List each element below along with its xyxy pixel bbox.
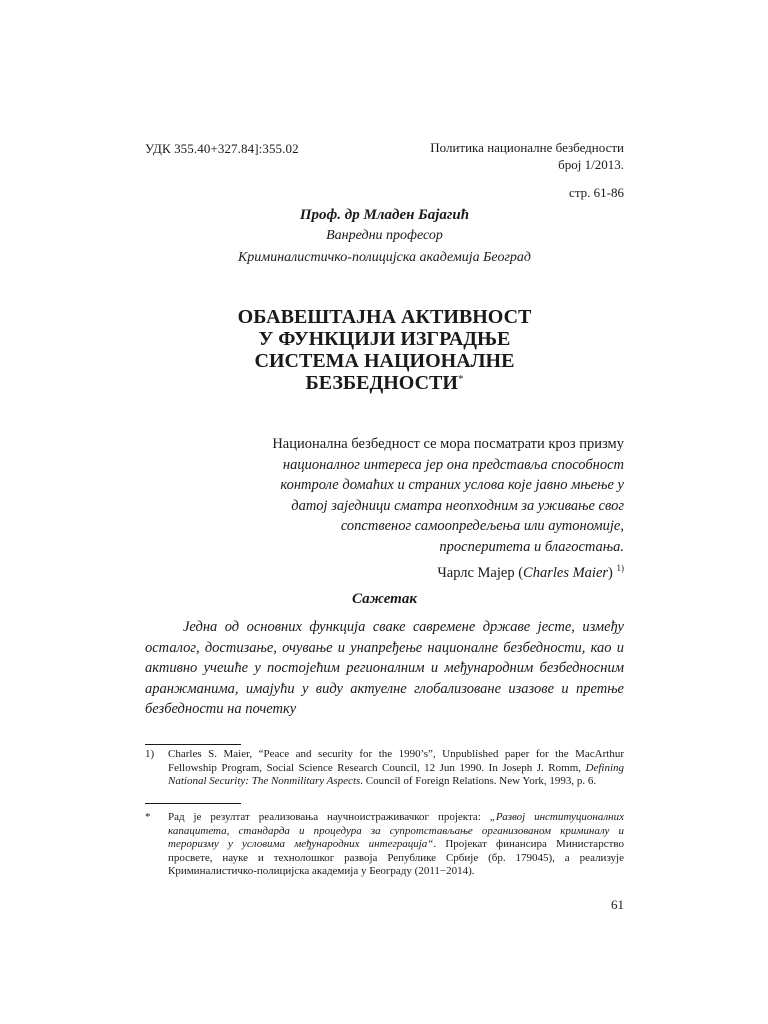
author-name: Проф. др Младен Бајагић <box>299 207 470 223</box>
footnote-text-italic: Defining National Security: The Nonmilitary Aspects <box>168 761 624 787</box>
page-range: стр. 61-86 <box>569 185 624 200</box>
epigraph-line: националног интереса јер она представља способност <box>282 456 624 473</box>
title-line: У ФУНКЦИЈИ ИЗГРАДЊЕ <box>258 328 511 350</box>
footnote-divider <box>145 744 241 745</box>
footnote-1 <box>145 748 624 789</box>
epigraph-line: контроле домаћих и страних услова које јавно мњење у <box>280 477 624 494</box>
title-line: СИСТЕМА НАЦИОНАЛНЕ <box>254 350 515 372</box>
title-line-text: БЕЗБЕДНОСТИ <box>305 372 458 394</box>
epigraph-attribution <box>194 558 624 583</box>
journal-title: Политика националне безбедности <box>430 140 624 155</box>
epigraph-line: сопственог самоопредељења или аутономије, <box>340 518 624 535</box>
epigraph <box>194 434 624 583</box>
footnote-divider <box>145 803 241 804</box>
abstract-heading: Сажетак <box>352 591 417 607</box>
epigraph-line: Национална безбедност се мора посматрати кроз призму <box>272 436 624 452</box>
attribution-latin: Charles Maier <box>523 564 609 581</box>
footnote-text-part: . Council of Foreign Relations. New York, 1993, p. 6. <box>360 775 597 787</box>
footnote-text <box>168 811 624 879</box>
author-role: Ванредни професор <box>326 228 443 243</box>
footnote-text <box>168 748 624 789</box>
title-footnote-mark: * <box>457 373 464 385</box>
footnote-mark: 1) <box>145 748 155 760</box>
epigraph-line: просперитета и благостања. <box>439 538 624 555</box>
title-line <box>145 372 624 394</box>
footnote-ref: 1) <box>616 562 624 573</box>
footnote-text-part: . Пројекат финансира Министарство просвете, науке и технолошког развоја Републике Србије (бр. 179045), а реализује Криминалистичко-полицијска академија у Београду (2011−2014). <box>168 838 624 877</box>
abstract-paragraph: Једна од основних функција сваке савремене државе јесте, између осталог, достизање, очување и унапређење националне безбедности, као и активно учешће у постојећим регионалним и међународним безбедносним аранжманима, имајући у виду актуелне глобализоване изазове и претње безбедности на почетку <box>145 619 624 717</box>
attribution-close: ) <box>608 564 613 581</box>
journal-issue: број 1/2013. <box>558 157 624 172</box>
footnote-mark: * <box>145 811 151 823</box>
author-block <box>145 205 624 269</box>
epigraph-line: датој заједници сматра неопходним за уживање свог <box>291 497 624 514</box>
footnote-text-part: Charles S. Maier, “Peace and security for the 1990’s”, Unpublished paper for the MacArthur Fellowship Program, Social Science Research Council, 12 Jun 1990. In Joseph J. Romm, <box>168 748 624 774</box>
attribution-name: Чарлс Мајер ( <box>437 564 524 581</box>
article-title <box>145 306 624 394</box>
footnote-text-part: Рад је резултат реализовања научноистраживачког пројекта: <box>168 811 490 823</box>
title-line: ОБАВЕШТАЈНА АКТИВНОСТ <box>237 306 532 328</box>
page-number: 61 <box>611 897 624 912</box>
footnote-text-italic: „Развој институционалних капацитета, стандарда и процедура за супротстављање организованом криминалу и тероризму у условима међународних интеграција“ <box>168 811 625 850</box>
author-institution: Криминалистичко-полицијска академија Београд <box>238 250 531 265</box>
abstract-body <box>145 617 624 720</box>
udk-code: УДК 355.40+327.84]:355.02 <box>145 141 299 156</box>
journal-info <box>430 139 624 173</box>
footnote-project <box>145 811 624 879</box>
